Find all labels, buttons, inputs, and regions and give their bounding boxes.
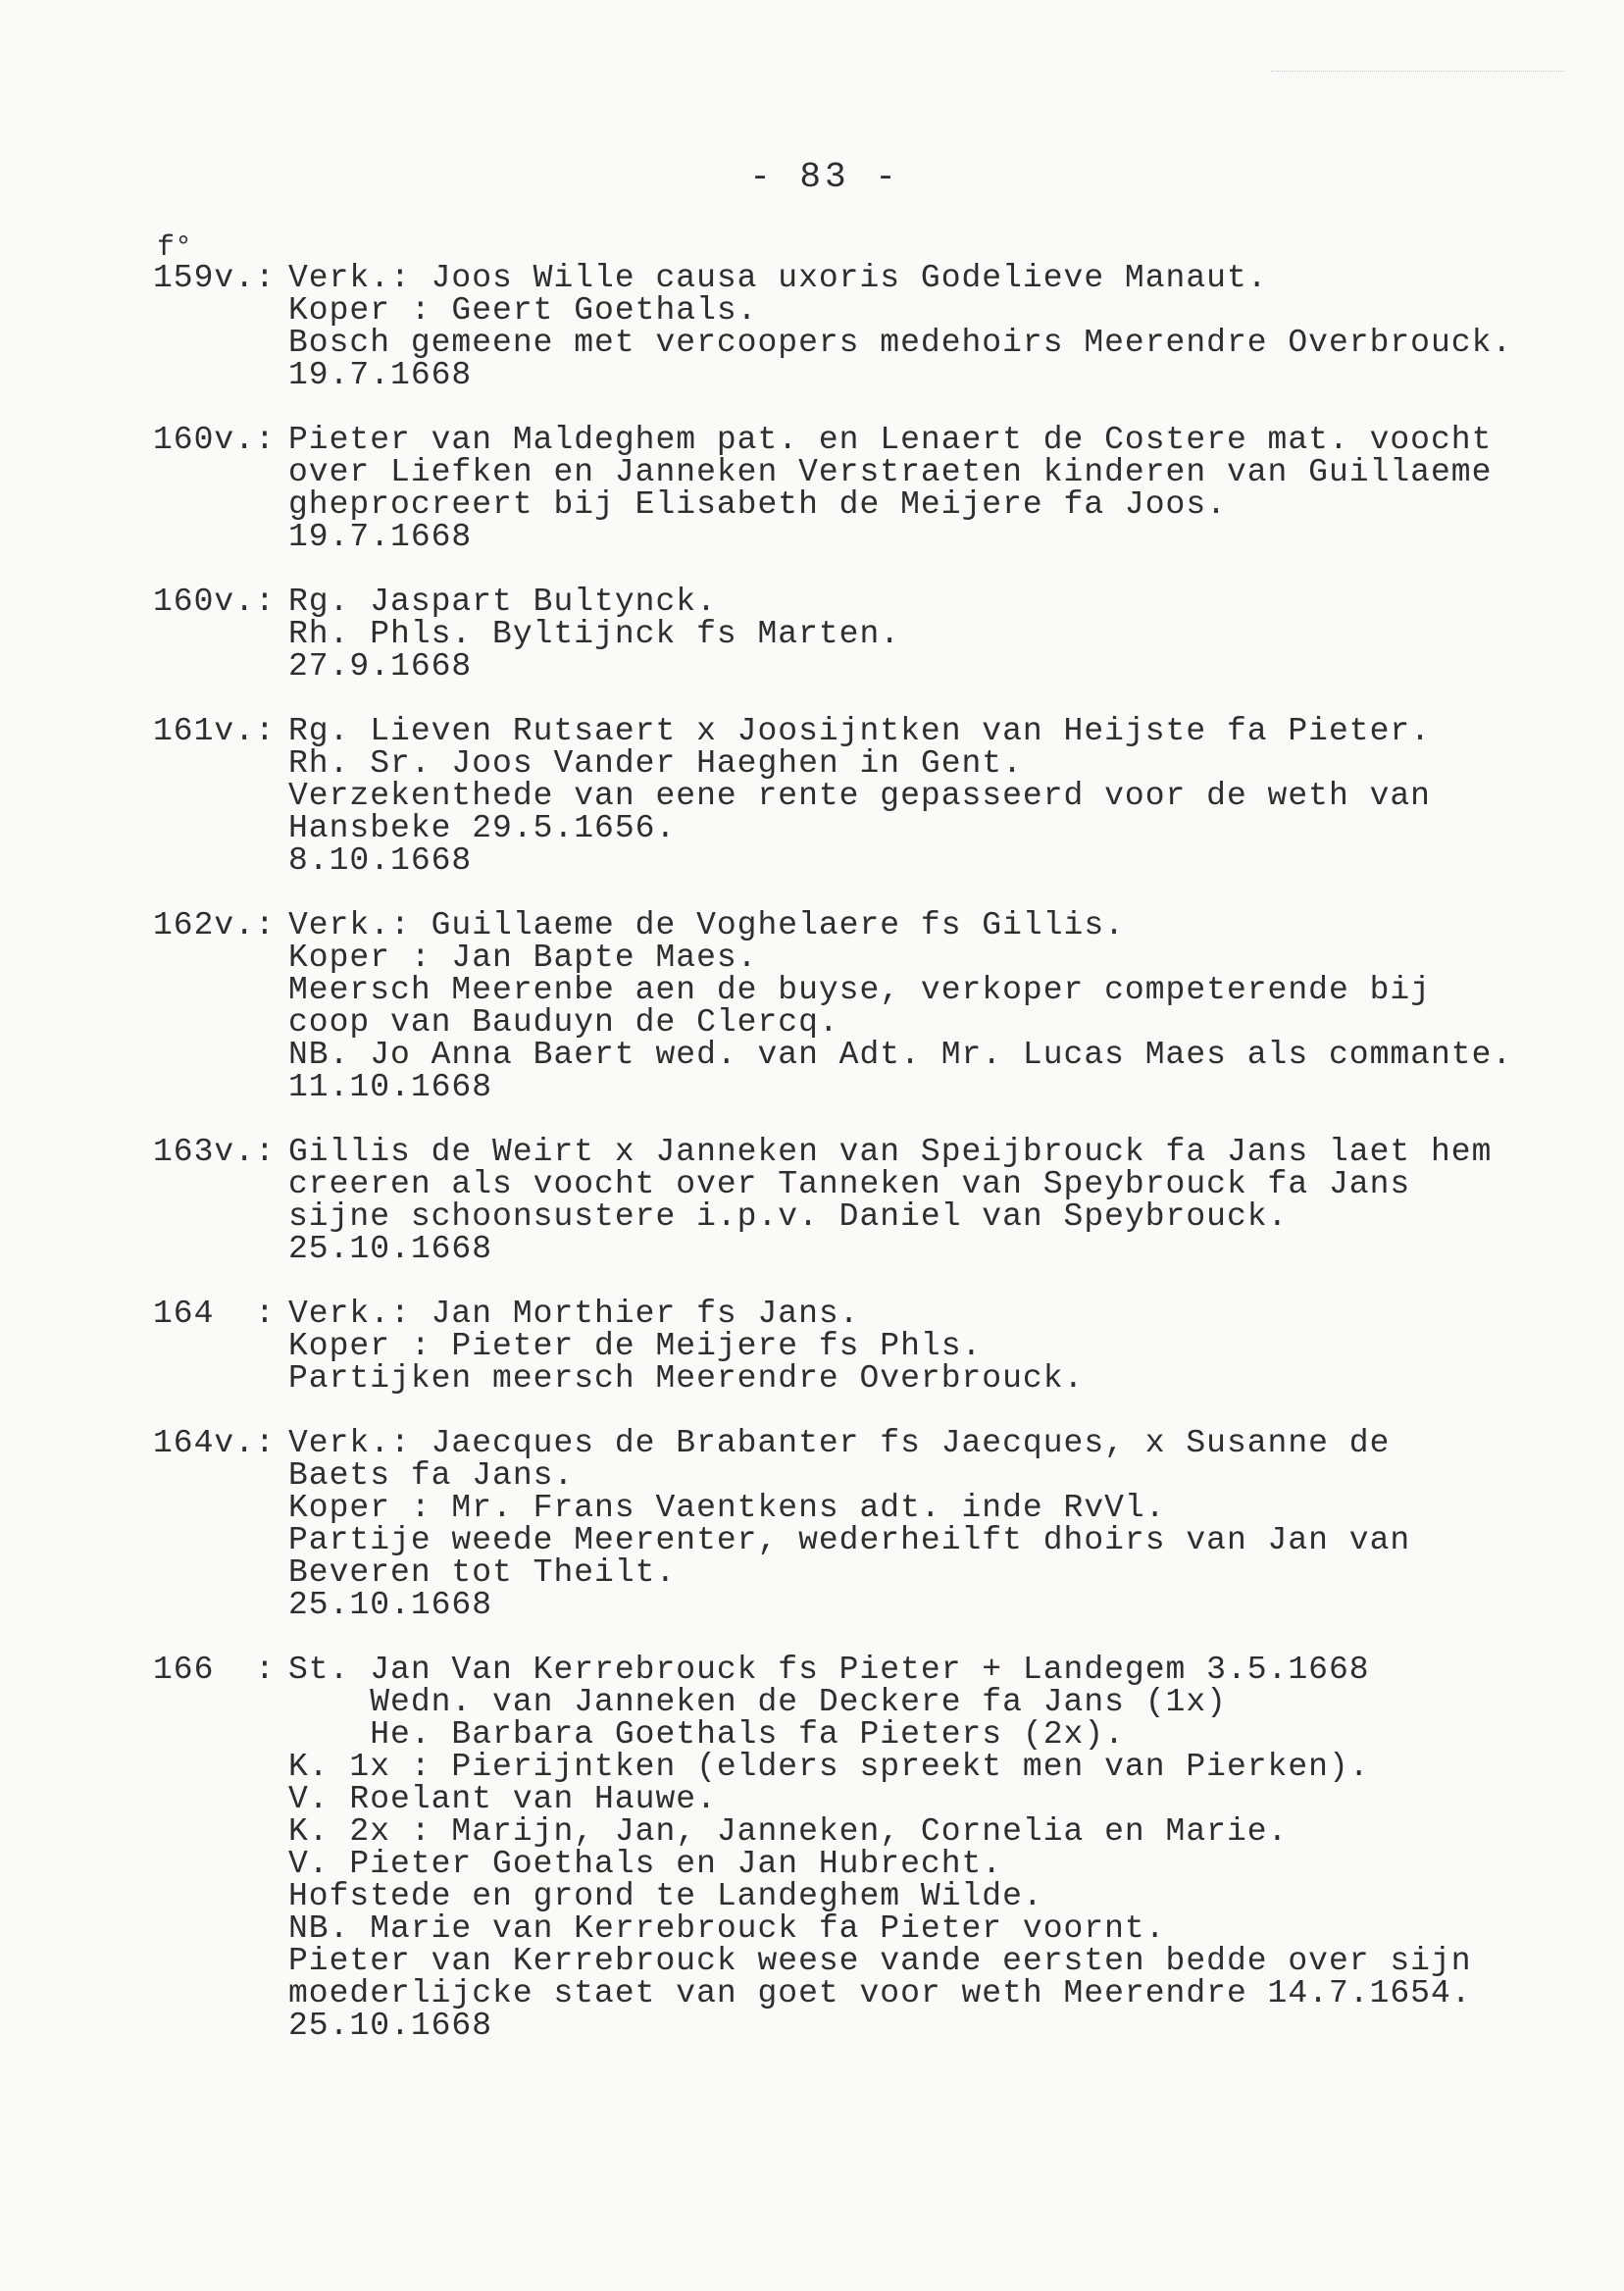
record-text: [288, 262, 1624, 391]
record-line: gheprocreert bij Elisabeth de Meijere fa Joos.: [288, 486, 1227, 523]
record-line: Rg. Lieven Rutsaert x Joosijntken van Heijste fa Pieter.: [288, 713, 1431, 749]
record-entry: [153, 1427, 1624, 1621]
record-line: 19.7.1668: [288, 357, 473, 393]
record-entry: [153, 1136, 1624, 1265]
record-text: [288, 585, 1624, 683]
folio-number: 164v.:: [153, 1425, 276, 1461]
record-text: [288, 424, 1624, 553]
record-line: St. Jan Van Kerrebrouck fs Pieter + Landegem 3.5.1668: [288, 1652, 1370, 1688]
folio-heading: f°: [157, 231, 193, 265]
record-line: 25.10.1668: [288, 1231, 493, 1267]
record-line: Verk.: Jaecques de Brabanter fs Jaecques, x Susanne de: [288, 1425, 1391, 1461]
record-line: over Liefken en Janneken Verstraeten kinderen van Guillaeme: [288, 454, 1493, 490]
entries-list: [153, 262, 1624, 2042]
record-line: Wedn. van Janneken de Deckere fa Jans (1x): [288, 1684, 1227, 1720]
folio-number: 164 :: [153, 1296, 276, 1332]
record-entry: [153, 262, 1624, 391]
folio-number: 162v.:: [153, 907, 276, 943]
record-line: Verk.: Joos Wille causa uxoris Godelieve Manaut.: [288, 260, 1268, 296]
record-line: Meersch Meerenbe aen de buyse, verkoper competerende bij: [288, 972, 1431, 1008]
record-line: Koper : Jan Bapte Maes.: [288, 940, 758, 976]
record-line: Verzekenthede van eene rente gepasseerd voor de weth van: [288, 778, 1431, 814]
folio-number: 166 :: [153, 1652, 276, 1688]
record-line: creeren als voocht over Tanneken van Speybrouck fa Jans: [288, 1166, 1411, 1202]
record-line: Hofstede en grond te Landeghem Wilde.: [288, 1878, 1043, 1914]
record-line: Pieter van Kerrebrouck weese vande eersten bedde over sijn: [288, 1943, 1472, 1979]
record-line: 11.10.1668: [288, 1069, 493, 1105]
page-number: - 83 -: [749, 157, 900, 197]
record-line: Verk.: Jan Morthier fs Jans.: [288, 1296, 860, 1332]
record-line: Rh. Sr. Joos Vander Haeghen in Gent.: [288, 745, 1023, 782]
record-line: Hansbeke 29.5.1656.: [288, 810, 677, 846]
record-text: [288, 1136, 1624, 1265]
record-line: Beveren tot Theilt.: [288, 1554, 677, 1591]
record-line: NB. Marie van Kerrebrouck fa Pieter voornt.: [288, 1910, 1166, 1947]
record-entry: [153, 585, 1624, 683]
record-text: [288, 715, 1624, 877]
record-text: [288, 1298, 1624, 1395]
record-line: 8.10.1668: [288, 842, 473, 879]
record-line: Pieter van Maldeghem pat. en Lenaert de Costere mat. voocht: [288, 422, 1493, 458]
record-line: NB. Jo Anna Baert wed. van Adt. Mr. Lucas Maes als commante.: [288, 1037, 1513, 1073]
record-line: Partijken meersch Meerendre Overbrouck.: [288, 1360, 1085, 1397]
record-line: 25.10.1668: [288, 1587, 493, 1623]
record-line: 27.9.1668: [288, 648, 473, 685]
record-entry: [153, 1298, 1624, 1395]
record-line: sijne schoonsustere i.p.v. Daniel van Speybrouck.: [288, 1198, 1289, 1235]
record-line: Rg. Jaspart Bultynck.: [288, 584, 717, 620]
record-line: Partije weede Meerenter, wederheilft dhoirs van Jan van: [288, 1522, 1411, 1558]
record-line: moederlijcke staet van goet voor weth Meerendre 14.7.1654.: [288, 1975, 1472, 2011]
folio-number: 160v.:: [153, 422, 276, 458]
folio-number: 161v.:: [153, 713, 276, 749]
record-entry: [153, 909, 1624, 1103]
record-line: 19.7.1668: [288, 519, 473, 555]
record-entry: [153, 424, 1624, 553]
folio-number: 160v.:: [153, 584, 276, 620]
record-line: Gillis de Weirt x Janneken van Speijbrouck fa Jans laet hem: [288, 1134, 1493, 1170]
record-text: [288, 1427, 1624, 1621]
record-line: Baets fa Jans.: [288, 1457, 575, 1494]
record-line: Verk.: Guillaeme de Voghelaere fs Gillis.: [288, 907, 1125, 943]
record-line: Bosch gemeene met vercoopers medehoirs Meerendre Overbrouck.: [288, 325, 1513, 361]
scan-artifact: [1271, 71, 1565, 74]
record-line: Koper : Pieter de Meijere fs Phls.: [288, 1328, 983, 1364]
record-entry: [153, 715, 1624, 877]
folio-number: 163v.:: [153, 1134, 276, 1170]
record-line: V. Pieter Goethals en Jan Hubrecht.: [288, 1846, 1003, 1882]
record-text: [288, 909, 1624, 1103]
folio-number: 159v.:: [153, 260, 276, 296]
record-line: Koper : Mr. Frans Vaentkens adt. inde RvVl.: [288, 1490, 1166, 1526]
record-line: V. Roelant van Hauwe.: [288, 1781, 717, 1817]
record-line: He. Barbara Goethals fa Pieters (2x).: [288, 1716, 1125, 1753]
record-entry: [153, 1654, 1624, 2042]
record-line: coop van Bauduyn de Clercq.: [288, 1004, 839, 1041]
record-line: K. 1x : Pierijntken (elders spreekt men van Pierken).: [288, 1749, 1370, 1785]
record-line: K. 2x : Marijn, Jan, Janneken, Cornelia en Marie.: [288, 1813, 1289, 1850]
record-text: [288, 1654, 1624, 2042]
record-line: Koper : Geert Goethals.: [288, 292, 758, 329]
record-line: Rh. Phls. Byltijnck fs Marten.: [288, 616, 901, 652]
record-line: 25.10.1668: [288, 2008, 493, 2044]
